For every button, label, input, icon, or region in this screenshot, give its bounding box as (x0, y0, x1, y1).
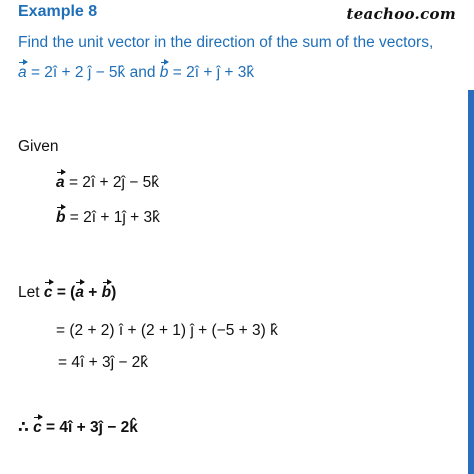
let-equals-open: = ( (56, 284, 76, 301)
question-line-1: Find the unit vector in the direction of the sum of the vectors, (18, 34, 434, 51)
let-word: Let (18, 284, 40, 301)
step-1: = (2 + 2) î + (2 + 1) ĵ + (−5 + 3) k̂ (56, 322, 278, 339)
let-close: ) (111, 284, 117, 301)
result-c-symbol: c (33, 419, 42, 436)
vector-a-symbol: a (18, 64, 27, 81)
given-a-expression: = 2î + 2ĵ − 5k̂ (68, 174, 159, 191)
vector-a-expression: = 2î + 2 ĵ − 5k̂ (30, 64, 126, 81)
side-accent-bar (468, 90, 474, 474)
let-line (18, 284, 116, 302)
given-b-expression: = 2î + 1ĵ + 3k̂ (69, 209, 160, 226)
therefore-symbol: ∴ (18, 419, 29, 436)
vector-b-symbol: b (159, 64, 169, 81)
step-2: = 4î + 3ĵ − 2k̂ (58, 354, 149, 371)
given-b-line (56, 209, 160, 227)
given-a-symbol: a (56, 174, 65, 191)
example-title: Example 8 (18, 3, 98, 20)
let-b-symbol: b (101, 284, 112, 301)
let-plus: + (88, 284, 98, 301)
vector-b-expression: = 2î + ĵ + 3k̂ (172, 64, 255, 81)
given-a-line (56, 174, 159, 192)
given-b-symbol: b (56, 209, 66, 226)
and-word: and (129, 64, 156, 81)
given-heading: Given (18, 138, 59, 155)
let-c-symbol: c (43, 284, 53, 301)
teachoo-logo: teachoo.com (346, 5, 456, 23)
result-expression: = 4î + 3ĵ − 2k̂ (46, 419, 138, 436)
let-a-symbol: a (75, 284, 84, 301)
result-line (18, 418, 138, 437)
question-line-2 (18, 64, 254, 82)
